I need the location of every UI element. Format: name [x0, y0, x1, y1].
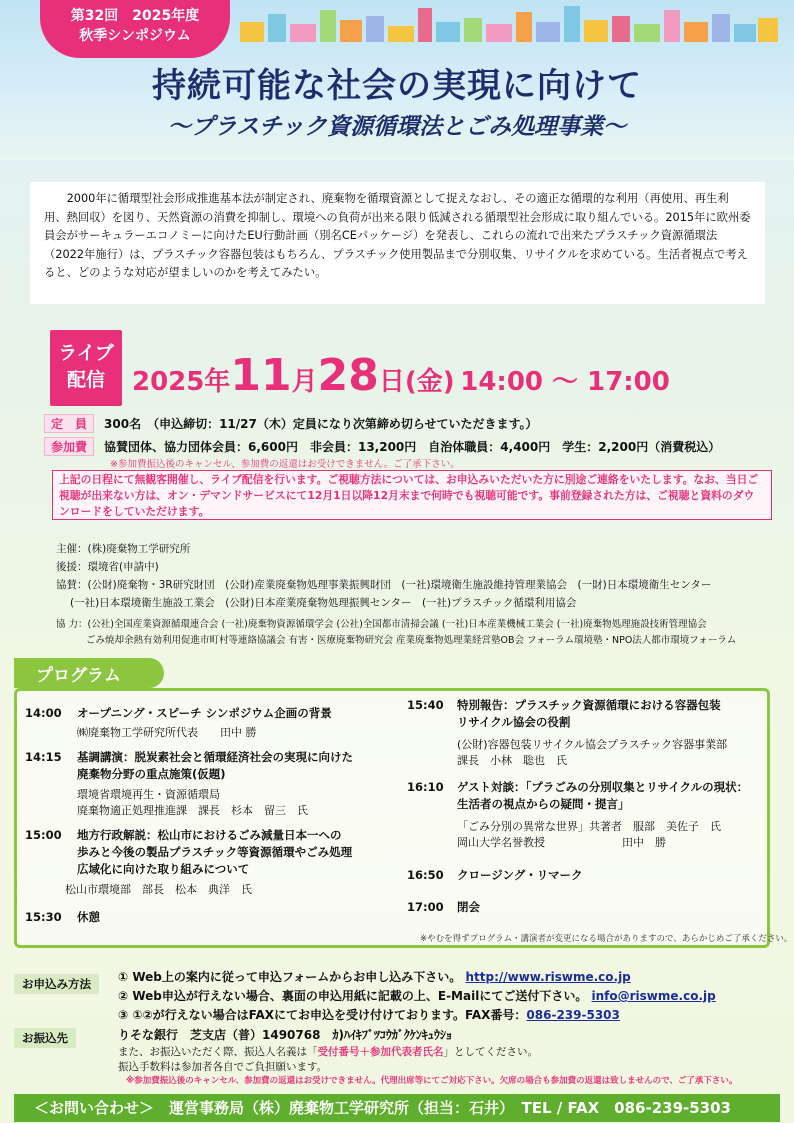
notice-box: 上記の日程にて無観客開催し、ライブ配信を行います。ご視聴方法については、お申込みいただいた方に別途ご連絡をいたします。なお、当日ご視聴が出来ない方は、オン・デマンドサービスにて12月1日以降12月末まで何時でも視聴可能です。事前登録された方は、ご視聴と資料のダウンロードをしていただけます。	[52, 470, 772, 520]
program-item	[407, 867, 444, 884]
date-day: 28	[317, 350, 379, 401]
program-title: クロージング・リマーク	[457, 868, 583, 882]
program-title: 基調講演：脱炭素社会と循環経済社会の実現に向けた	[77, 750, 353, 764]
program-title-line2: 廃棄物分野の重点施策(仮題)	[77, 767, 226, 781]
date-month: 11	[230, 350, 292, 401]
payment-note3: ※参加費振込後のキャンセル、参加費の返還はお受けできません。代理出席等にてご対応下さい。欠席の場合も参加費の返還は致しませんので、ご了承下さい。	[126, 1076, 738, 1086]
program-time: 16:50	[407, 868, 444, 882]
website-link[interactable]: http://www.riswme.co.jp	[465, 970, 631, 984]
program-time: 14:00	[25, 706, 62, 720]
sponsor-line1: 協賛：(公財)廃棄物・3R研究財団 (公財)産業廃棄物処理事業振興財団 (一社)環境衛生施設維持管理業協会 (一財)日本環境衛生センター	[56, 579, 712, 591]
program-time: 14:15	[25, 750, 62, 764]
apply-line1-text: ① Web上の案内に従って申込フォームからお申し込み下さい。	[118, 970, 462, 984]
date-weekday: (金)	[404, 367, 455, 397]
program-time: 15:30	[25, 910, 62, 924]
program-detail: 課長 小林 聡也 氏	[457, 754, 567, 767]
payment-bank: りそな銀行 芝支店（普）1490768 ｶ)ﾊｲｷﾌﾞﾂｺｳｶﾞｸｹﾝｷｭｳｼｮ	[118, 1028, 452, 1042]
program-time: 15:40	[407, 698, 444, 712]
badge-line1: 第32回 2025年度	[70, 8, 200, 24]
program-item	[25, 827, 62, 844]
program-detail: ㈱廃棄物工学研究所代表 田中 勝	[77, 726, 257, 739]
program-title: オープニング・スピーチ シンポジウム企画の背景	[77, 706, 332, 720]
program-title: 閉会	[457, 900, 480, 914]
intro-text: 2000年に循環型社会形成推進基本法が制定され、廃棄物を循環資源として捉えなおし、その適正な循環的な利用（再使用、再生利用、熱回収）を図り、天然資源の消費を抑制し、環境への負荷が出来る限り低減される循環型社会形成に取り組んでいる。2015年に欧州委員会がサーキュラーエコノミーに向けたEU行動計画（別名CEパッケージ）を発表し、これらの流れで出来たプラスチック資源循環法（2022年施行）は、プラスチック容器包装はもちろん、プラスチック使用製品まで分別収集、リサイクルを求めている。生活者視点で考えると、どのような対応が望ましいのかを考えてみたい。	[30, 182, 765, 304]
payment-note1-red: 受付番号＋参加代表者氏名	[317, 1046, 444, 1058]
contact-footer: ＜お問い合わせ＞ 運営事務局（株）廃棄物工学研究所（担当：石井） TEL / FAX 086-239-5303	[14, 1094, 780, 1122]
date-month-unit: 月	[291, 367, 318, 397]
support-org: 後援：環境省(申請中)	[56, 561, 159, 573]
program-detail: 「ごみ分別の異常な世界」共著者 服部 美佐子 氏	[457, 820, 721, 833]
fee-note: ※参加費振込後のキャンセル、参加費の返還はお受けできません。ご了承下さい。	[110, 459, 460, 470]
live-line2: 配信	[66, 369, 105, 391]
program-detail: 岡山大学名誉教授 田中 勝	[457, 836, 666, 849]
live-stream-badge	[50, 330, 122, 406]
payment-note2: 振込手数料は参加者各自でご負担願います。	[118, 1061, 328, 1073]
date-time: 14:00 ～ 17:00	[460, 367, 670, 397]
event-date	[132, 350, 772, 401]
program-time: 16:10	[407, 780, 444, 794]
payment-note1-end: 」としてください。	[443, 1046, 538, 1058]
capacity-row	[44, 414, 538, 433]
badge-line2: 秋季シンポジウム	[79, 28, 191, 44]
capacity-label: 定 員	[44, 414, 94, 433]
sponsor-line2: (一社)日本環境衛生施設工業会 (公財)日本産業廃棄物処理振興センター (一社)プラスチック循環利用協会	[70, 597, 577, 609]
program-title-line2: リサイクル協会の役割	[457, 715, 571, 729]
program-title: 特別報告：プラスチック資源循環における容器包装	[457, 698, 721, 712]
capacity-text: 300名 （申込締切：11/27（木）定員になり次第締め切らせていただきます。）	[104, 417, 538, 431]
program-item	[407, 697, 444, 714]
page-title: 持続可能な社会の実現に向けて	[152, 66, 642, 106]
program-detail: (公財)容器包装リサイクル協会プラスチック容器事業部	[457, 738, 728, 751]
program-item	[25, 749, 62, 766]
program-time: 15:00	[25, 828, 62, 842]
program-detail: 環境省環境再生・資源循環局	[77, 788, 220, 801]
program-item	[407, 779, 444, 796]
program-item	[25, 909, 62, 926]
apply-section	[0, 962, 794, 1090]
program-title-line3: 広域化に向けた取り組みについて	[77, 862, 250, 876]
program-title: 地方行政解説：松山市におけるごみ減量日本一への	[77, 828, 342, 842]
symposium-badge	[40, 0, 230, 58]
payment-label: お振込先	[14, 1028, 76, 1048]
fee-text: 協賛団体、協力団体会員：6,600円 非会員：13,200円 自治体職員：4,400円 学生：2,200円（消費税込）	[104, 440, 721, 454]
cityscape-illustration	[240, 4, 780, 42]
page-subtitle: ～プラスチック資源循環法とごみ処理事業～	[167, 114, 627, 140]
apply-label: お申込み方法	[14, 974, 99, 994]
live-line1: ライブ	[58, 342, 114, 364]
date-year: 2025年	[132, 367, 231, 397]
date-day-unit: 日	[378, 367, 405, 397]
apply-line2-text: ② Web申込が行えない場合、裏面の申込用紙に記載の上、E-Mailにてご送付下さい。	[118, 989, 588, 1003]
coop-line2: ごみ焼却余熱有効利用促進市町村等連絡協議会 有害・医療廃棄物研究会 産業廃棄物処理業経営塾OB会 フォーラム環境塾・NPO法人都市環境フォーラム	[86, 635, 737, 646]
apply-line2	[118, 987, 716, 1004]
fee-label: 参加費	[44, 437, 94, 456]
apply-line1	[118, 968, 631, 985]
program-heading: プログラム	[14, 658, 164, 688]
program-note: ※やむを得ずプログラム・講演者が変更になる場合がありますので、あらかじめご了承ください。	[420, 934, 793, 944]
email-link[interactable]: info@riswme.co.jp	[591, 989, 716, 1003]
program-time: 17:00	[407, 900, 444, 914]
fax-number: 086-239-5303	[526, 1008, 620, 1022]
program-detail: 廃棄物適正処理推進課 課長 杉本 留三 氏	[77, 804, 308, 817]
program-item	[407, 899, 444, 916]
apply-line3	[118, 1006, 620, 1023]
host-org: 主催：(株)廃棄物工学研究所	[56, 543, 191, 555]
coop-line1: 協 力：(公社)全国産業資源循環連合会 (一社)廃棄物資源循環学会 (公社)全国都市清掃会議 (一社)日本産業機械工業会 (一社)廃棄物処理施設技術管理協会	[56, 619, 707, 630]
program-box	[14, 688, 770, 948]
apply-line3-text: ③ ①②が行えない場合はFAXにてお申込を受け付けております。FAX番号：	[118, 1008, 527, 1022]
program-title: ゲスト対談：「プラごみの分別収集とリサイクルの現状：	[457, 780, 749, 794]
payment-note1-text: また、お振込いただく際、振込人名義は「	[118, 1046, 318, 1058]
header-banner	[0, 0, 794, 160]
program-title-line2: 歩みと今後の製品プラスチック等資源循環やごみ処理	[77, 845, 353, 859]
payment-note1	[118, 1044, 538, 1059]
fee-row	[44, 437, 720, 456]
program-title-line2: 生活者の視点からの疑問・提言」	[457, 797, 630, 811]
program-detail: 松山市環境部 部長 松本 典洋 氏	[65, 883, 252, 896]
program-title: 休憩	[77, 910, 100, 924]
